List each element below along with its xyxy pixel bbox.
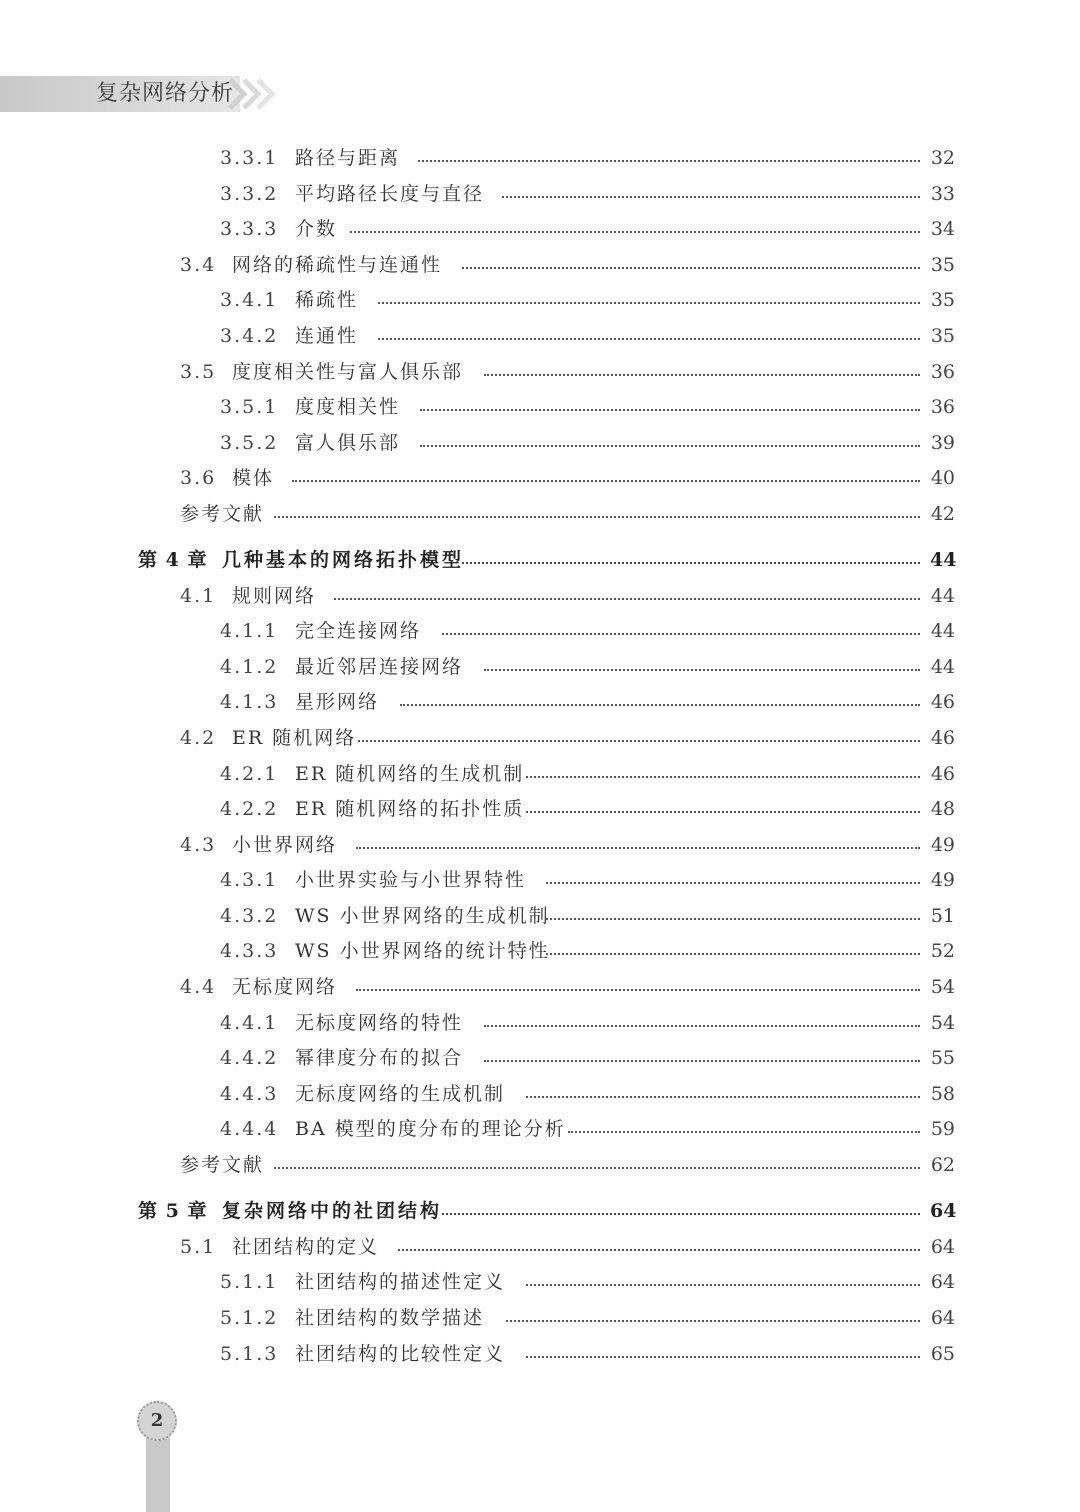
running-header-title: 复杂网络分析 [96, 81, 235, 106]
page-number: 46 [930, 763, 955, 785]
section-title: 无标度网络 [232, 976, 338, 998]
toc-entry[interactable] [0, 1339, 1080, 1369]
dot-leader [442, 633, 920, 635]
dot-leader [546, 918, 920, 920]
toc-entry[interactable] [0, 143, 1080, 173]
dot-leader [462, 562, 920, 564]
page-number: 34 [930, 218, 955, 240]
dot-leader [546, 882, 920, 884]
toc-entry[interactable] [0, 759, 1080, 789]
section-number: 4.1.3 [220, 691, 279, 713]
section-title: ER 随机网络的拓扑性质 [295, 798, 525, 820]
section-title: 路径与距离 [295, 147, 401, 169]
page-number: 54 [930, 1012, 955, 1034]
section-title: 度度相关性 [295, 396, 401, 418]
toc-entry[interactable] [0, 321, 1080, 351]
dot-leader [526, 1284, 920, 1286]
section-title: 度度相关性与富人俱乐部 [232, 361, 464, 383]
toc-entry[interactable] [0, 1303, 1080, 1333]
section-title: ER 随机网络的生成机制 [295, 763, 525, 785]
page-number: 64 [930, 1200, 957, 1222]
dot-leader [356, 847, 920, 849]
page-number: 52 [930, 940, 955, 962]
page-number: 35 [930, 254, 955, 276]
section-number: 4.4.2 [220, 1047, 279, 1069]
section-title: 参考文献 [180, 1154, 265, 1176]
page-number: 46 [930, 691, 955, 713]
section-title: 连通性 [295, 325, 359, 347]
section-title: 无标度网络的特性 [295, 1012, 464, 1034]
page-number: 49 [930, 869, 955, 891]
chapter-number: 第 5 章 [138, 1200, 208, 1222]
section-number: 5.1.1 [220, 1271, 279, 1293]
dot-leader [526, 776, 920, 778]
toc-entry[interactable] [0, 428, 1080, 458]
section-title: 模体 [232, 467, 275, 489]
toc-entry[interactable] [0, 1043, 1080, 1073]
chevron-arrows-icon [228, 76, 288, 112]
section-number: 3.3.1 [220, 147, 279, 169]
toc-entry[interactable] [0, 1267, 1080, 1297]
section-number: 3.5.2 [220, 432, 279, 454]
toc-entry[interactable] [0, 250, 1080, 280]
section-title: WS 小世界网络的统计特性 [295, 940, 550, 962]
toc-entry[interactable] [0, 794, 1080, 824]
page-number: 65 [930, 1343, 955, 1365]
toc-chapter-entry[interactable] [0, 1196, 1080, 1226]
page-number: 44 [930, 585, 955, 607]
toc-entry[interactable] [0, 1008, 1080, 1038]
dot-leader [420, 409, 920, 411]
section-number: 3.4.1 [220, 289, 279, 311]
section-title: 无标度网络的生成机制 [295, 1083, 506, 1105]
toc-entry[interactable] [0, 723, 1080, 753]
dot-leader [274, 516, 920, 518]
dot-leader [292, 480, 920, 482]
dot-leader [358, 740, 920, 742]
section-title: 小世界网络 [232, 834, 338, 856]
toc-entry[interactable] [0, 285, 1080, 315]
dot-leader [442, 1213, 920, 1215]
section-title: 社团结构的定义 [232, 1236, 380, 1258]
toc-entry[interactable] [0, 1079, 1080, 1109]
toc-entry[interactable] [0, 616, 1080, 646]
section-number: 3.3.2 [220, 183, 279, 205]
section-number: 4.3.2 [220, 905, 279, 927]
dot-leader [526, 1096, 920, 1098]
section-number: 3.5.1 [220, 396, 279, 418]
section-number: 3.4 [180, 254, 217, 276]
dot-leader [356, 989, 920, 991]
toc-entry[interactable] [0, 687, 1080, 717]
section-title: 星形网络 [295, 691, 380, 713]
dot-leader [350, 231, 920, 233]
toc-entry[interactable] [0, 1114, 1080, 1144]
page-number: 64 [930, 1307, 955, 1329]
toc-entry[interactable] [0, 463, 1080, 493]
section-number: 4.4.1 [220, 1012, 279, 1034]
section-title: 平均路径长度与直径 [295, 183, 485, 205]
section-title: 参考文献 [180, 503, 265, 525]
section-title: 富人俱乐部 [295, 432, 401, 454]
section-number: 5.1 [180, 1236, 217, 1258]
dot-leader [484, 669, 920, 671]
toc-entry[interactable] [0, 936, 1080, 966]
dot-leader [546, 953, 920, 955]
page-number: 39 [930, 432, 955, 454]
chapter-number: 第 4 章 [138, 549, 208, 571]
page-number: 32 [930, 147, 955, 169]
section-title: BA 模型的度分布的理论分析 [295, 1118, 566, 1140]
section-number: 5.1.3 [220, 1343, 279, 1365]
toc-entry[interactable] [0, 830, 1080, 860]
section-number: 4.4 [180, 976, 217, 998]
section-number: 4.1.1 [220, 620, 279, 642]
dot-leader [274, 1167, 920, 1169]
section-title: 网络的稀疏性与连通性 [232, 254, 443, 276]
dot-leader [378, 338, 920, 340]
dot-leader [400, 704, 920, 706]
page-number: 58 [930, 1083, 955, 1105]
dot-leader [484, 1060, 920, 1062]
section-number: 4.3.3 [220, 940, 279, 962]
section-number: 3.6 [180, 467, 217, 489]
dot-leader [398, 1249, 920, 1251]
toc-entry[interactable] [0, 901, 1080, 931]
section-number: 4.2.1 [220, 763, 279, 785]
section-title: WS 小世界网络的生成机制 [295, 905, 550, 927]
dot-leader [568, 1131, 920, 1133]
section-number: 4.1.2 [220, 656, 279, 678]
chapter-title: 几种基本的网络拓扑模型 [222, 549, 465, 571]
section-number: 4.3 [180, 834, 217, 856]
dot-leader [484, 374, 920, 376]
page-number: 33 [930, 183, 955, 205]
section-number: 4.4.3 [220, 1083, 279, 1105]
toc-chapter-entry[interactable] [0, 545, 1080, 575]
dot-leader [378, 302, 920, 304]
page-number: 35 [930, 289, 955, 311]
section-title: 社团结构的比较性定义 [295, 1343, 506, 1365]
page-number: 44 [930, 620, 955, 642]
section-title: 社团结构的数学描述 [295, 1307, 485, 1329]
toc-entry[interactable] [0, 392, 1080, 422]
page-number: 62 [930, 1154, 955, 1176]
section-title: ER 随机网络 [232, 727, 357, 749]
section-number: 4.2.2 [220, 798, 279, 820]
page-number: 64 [930, 1236, 955, 1258]
toc-entry[interactable] [0, 179, 1080, 209]
dot-leader [462, 267, 920, 269]
toc-entry[interactable] [0, 357, 1080, 387]
toc-entry[interactable] [0, 865, 1080, 895]
toc-entry[interactable] [0, 581, 1080, 611]
page-number: 42 [930, 503, 955, 525]
dot-leader [506, 1320, 920, 1322]
dot-leader [502, 196, 920, 198]
page-number: 49 [930, 834, 955, 856]
section-title: 介数 [295, 218, 338, 240]
section-title: 完全连接网络 [295, 620, 422, 642]
section-number: 4.2 [180, 727, 217, 749]
page-number: 48 [930, 798, 955, 820]
toc-entry[interactable] [0, 972, 1080, 1002]
toc-entry[interactable] [0, 1150, 1080, 1180]
page-number: 44 [930, 656, 955, 678]
section-title: 稀疏性 [295, 289, 359, 311]
page-number: 64 [930, 1271, 955, 1293]
section-number: 4.1 [180, 585, 217, 607]
section-number: 3.5 [180, 361, 217, 383]
page-number: 55 [930, 1047, 955, 1069]
toc-entry[interactable] [0, 214, 1080, 244]
section-title: 规则网络 [232, 585, 317, 607]
toc-entry[interactable] [0, 652, 1080, 682]
dot-leader [334, 598, 920, 600]
dot-leader [526, 811, 920, 813]
page-number: 59 [930, 1118, 955, 1140]
page-number: 40 [930, 467, 955, 489]
page-number: 54 [930, 976, 955, 998]
page-number: 51 [930, 905, 955, 927]
section-number: 4.3.1 [220, 869, 279, 891]
section-number: 4.4.4 [220, 1118, 279, 1140]
dot-leader [484, 1025, 920, 1027]
page-number: 44 [930, 549, 957, 571]
page-number: 36 [930, 361, 955, 383]
section-title: 社团结构的描述性定义 [295, 1271, 506, 1293]
chapter-title: 复杂网络中的社团结构 [222, 1200, 443, 1222]
section-title: 幂律度分布的拟合 [295, 1047, 464, 1069]
page-number: 36 [930, 396, 955, 418]
section-title: 小世界实验与小世界特性 [295, 869, 527, 891]
page-number: 35 [930, 325, 955, 347]
toc-entry[interactable] [0, 499, 1080, 529]
page-number: 46 [930, 727, 955, 749]
toc-entry[interactable] [0, 1232, 1080, 1262]
section-number: 3.4.2 [220, 325, 279, 347]
section-number: 3.3.3 [220, 218, 279, 240]
dot-leader [418, 160, 920, 162]
footer-page-number: 2 [150, 1410, 164, 1431]
dot-leader [526, 1356, 920, 1358]
dot-leader [420, 445, 920, 447]
section-title: 最近邻居连接网络 [295, 656, 464, 678]
section-number: 5.1.2 [220, 1307, 279, 1329]
